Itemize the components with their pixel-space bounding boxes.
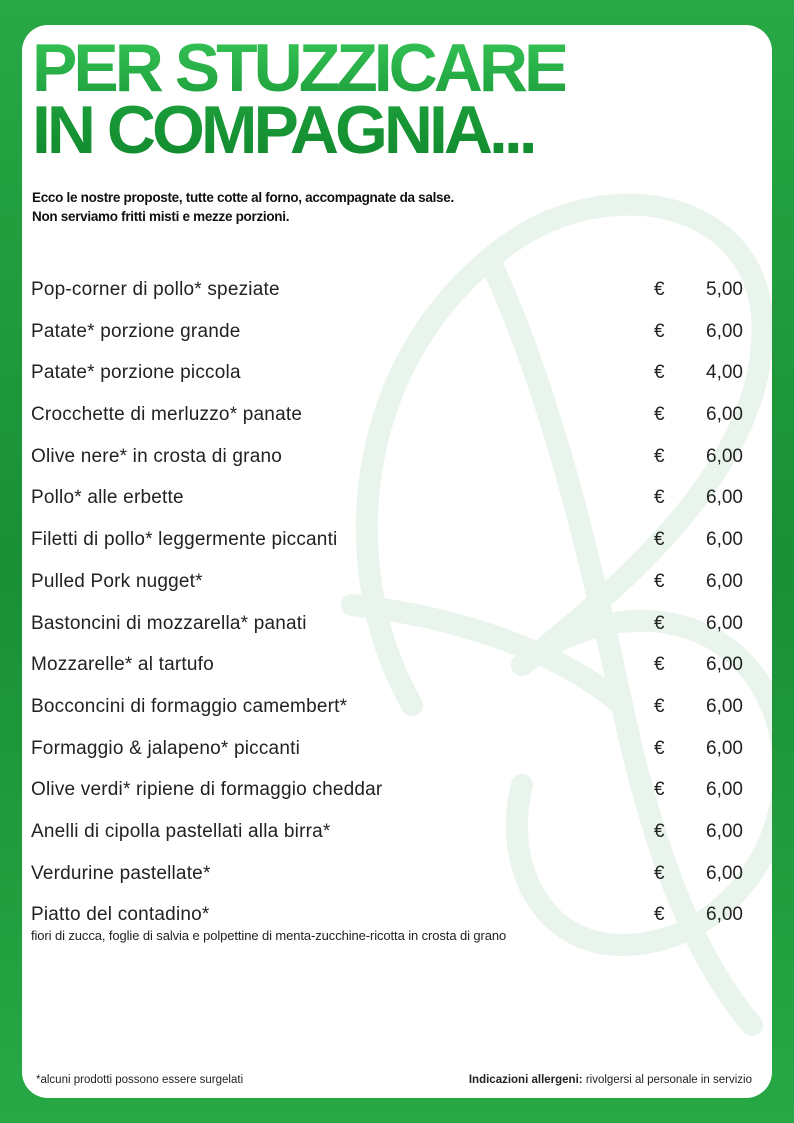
item-currency: € [654, 362, 665, 384]
item-price: 6,00 [706, 862, 743, 884]
item-name: Filetti di pollo* leggermente piccanti [31, 529, 338, 551]
menu-item [31, 317, 761, 359]
item-price: 6,00 [706, 529, 743, 551]
item-name: Patate* porzione piccola [31, 362, 241, 384]
menu-item [31, 442, 761, 484]
allergen-info [469, 1074, 752, 1086]
item-name: Pop-corner di pollo* speziate [31, 279, 280, 300]
item-description: fiori di zucca, foglie di salvia e polpettine di menta-zucchine-ricotta in crosta di grano [31, 928, 507, 944]
item-name: Olive verdi* ripiene di formaggio cheddar [31, 779, 383, 801]
item-currency: € [654, 737, 665, 759]
item-name: Mozzarelle* al tartufo [31, 654, 214, 676]
item-price: 6,00 [706, 612, 743, 634]
item-name: Piatto del contadino* [31, 904, 210, 926]
menu-item [31, 275, 761, 317]
item-currency: € [654, 279, 665, 300]
item-price: 5,00 [706, 279, 743, 300]
allergen-label: Indicazioni allergeni: [468, 1074, 583, 1086]
frozen-products-note: *alcuni prodotti possono essere surgelati [36, 1074, 244, 1086]
item-price: 6,00 [706, 904, 743, 926]
intro-line-1: Ecco le nostre proposte, tutte cotte al forno, accompagnate da salse. [32, 190, 454, 205]
item-name: Formaggio & jalapeno* piccanti [31, 737, 300, 759]
item-price: 6,00 [706, 445, 743, 467]
item-currency: € [654, 820, 665, 842]
menu-item [31, 817, 761, 859]
item-currency: € [654, 570, 665, 592]
item-currency: € [654, 779, 665, 801]
menu-item [31, 775, 761, 817]
item-name: Patate* porzione grande [31, 320, 241, 342]
menu-item [31, 400, 761, 442]
menu-item [31, 483, 761, 525]
item-name: Pulled Pork nugget* [31, 570, 203, 592]
item-currency: € [654, 612, 665, 634]
menu-item [31, 650, 761, 692]
item-price: 6,00 [706, 487, 743, 509]
item-currency: € [654, 487, 665, 509]
menu-item [31, 609, 761, 651]
item-name: Bocconcini di formaggio camembert* [31, 695, 348, 717]
menu-item [31, 859, 761, 901]
item-name: Crocchette di merluzzo* panate [31, 404, 303, 426]
item-price: 6,00 [706, 737, 743, 759]
intro-line-2: Non serviamo fritti misti e mezze porzioni. [32, 209, 290, 224]
item-price: 4,00 [706, 362, 743, 384]
menu-item [31, 567, 761, 609]
menu-card [22, 25, 772, 1098]
item-price: 6,00 [706, 695, 743, 717]
intro-text [32, 188, 454, 226]
menu-item [31, 692, 761, 734]
item-currency: € [654, 904, 665, 926]
allergen-text: rivolgersi al personale in servizio [585, 1074, 752, 1086]
item-currency: € [654, 320, 665, 342]
item-name: Olive nere* in crosta di grano [31, 445, 283, 467]
title-line-1: PER STUZZICARE [32, 30, 566, 106]
menu-item [31, 900, 761, 942]
item-name: Anelli di cipolla pastellati alla birra* [31, 820, 331, 842]
item-price: 6,00 [706, 404, 743, 426]
menu-item [31, 734, 761, 776]
title-line-2: IN COMPAGNIA... [32, 92, 534, 168]
item-price: 6,00 [706, 570, 743, 592]
item-currency: € [654, 695, 665, 717]
page-title [32, 30, 566, 168]
item-price: 6,00 [706, 779, 743, 801]
menu-item [31, 358, 761, 400]
item-price: 6,00 [706, 320, 743, 342]
menu-items-list [31, 275, 761, 942]
item-currency: € [654, 654, 665, 676]
item-currency: € [654, 404, 665, 426]
item-currency: € [654, 862, 665, 884]
item-currency: € [654, 529, 665, 551]
item-price: 6,00 [706, 654, 743, 676]
item-price: 6,00 [706, 820, 743, 842]
item-name: Verdurine pastellate* [31, 862, 211, 884]
item-currency: € [654, 445, 665, 467]
item-name: Bastoncini di mozzarella* panati [31, 612, 307, 634]
menu-item [31, 525, 761, 567]
item-name: Pollo* alle erbette [31, 487, 184, 509]
